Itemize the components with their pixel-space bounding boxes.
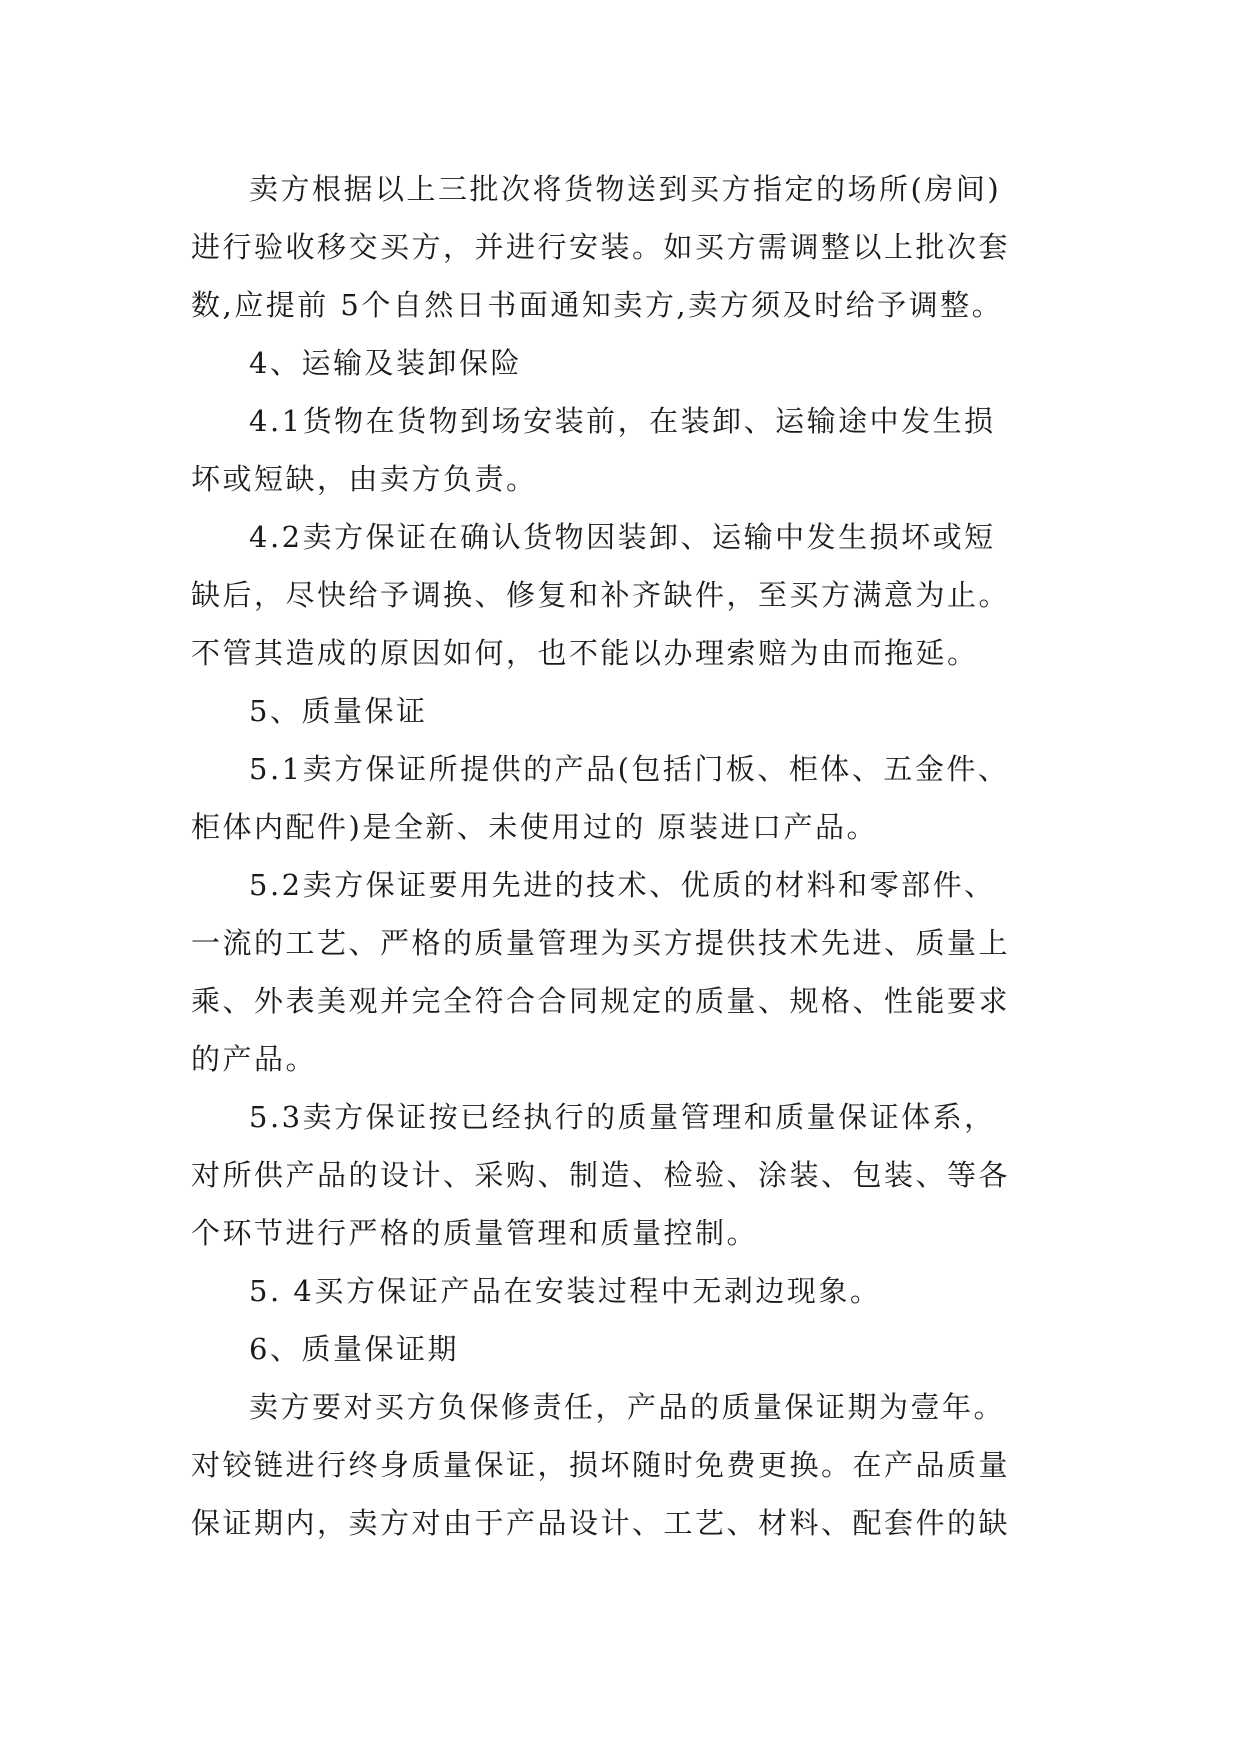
paragraph-line: 数,应提前 5个自然日书面通知卖方,卖方须及时给予调整。 — [191, 288, 1004, 322]
paragraph-line: 对所供产品的设计、采购、制造、检验、涂装、包装、等各 — [191, 1158, 1011, 1192]
paragraph-line: 的产品。 — [191, 1042, 318, 1076]
section-heading: 6、质量保证期 — [249, 1332, 459, 1366]
paragraph-line: 对铰链进行终身质量保证，损坏随时免费更换。在产品质量 — [191, 1448, 1011, 1482]
paragraph-line: 保证期内，卖方对由于产品设计、工艺、材料、配套件的缺 — [191, 1506, 1011, 1540]
section-heading: 4、运输及装卸保险 — [249, 346, 522, 380]
paragraph-line: 柜体内配件)是全新、未使用过的 原装进口产品。 — [191, 810, 879, 844]
document-body — [191, 160, 1071, 1552]
paragraph-line: 5. 4买方保证产品在安装过程中无剥边现象。 — [249, 1274, 882, 1308]
paragraph-line: 缺后，尽快给予调换、修复和补齐缺件，至买方满意为止。 — [191, 578, 1011, 612]
paragraph-line: 一流的工艺、严格的质量管理为买方提供技术先进、质量上 — [191, 926, 1011, 960]
paragraph-line: 5.2卖方保证要用先进的技术、优质的材料和零部件、 — [249, 868, 996, 902]
paragraph-line: 5.3卖方保证按已经执行的质量管理和质量保证体系， — [249, 1100, 996, 1134]
paragraph-line: 5.1卖方保证所提供的产品(包括门板、柜体、五金件、 — [249, 752, 1010, 786]
paragraph-line: 个环节进行严格的质量管理和质量控制。 — [191, 1216, 759, 1250]
paragraph-line: 进行验收移交买方，并进行安装。如买方需调整以上批次套 — [191, 230, 1011, 264]
paragraph-line: 坏或短缺，由卖方负责。 — [191, 462, 538, 496]
paragraph-line: 乘、外表美观并完全符合合同规定的质量、规格、性能要求 — [191, 984, 1011, 1018]
paragraph-line: 4.2卖方保证在确认货物因装卸、运输中发生损坏或短 — [249, 520, 996, 554]
paragraph-line: 4.1货物在货物到场安装前，在装卸、运输途中发生损 — [249, 404, 996, 438]
paragraph-line: 不管其造成的原因如何，也不能以办理索赔为由而拖延。 — [191, 636, 979, 670]
paragraph-line: 卖方根据以上三批次将货物送到买方指定的场所(房间) — [249, 172, 1002, 206]
paragraph-line: 卖方要对买方负保修责任，产品的质量保证期为壹年。 — [249, 1390, 1006, 1424]
section-heading: 5、质量保证 — [249, 694, 428, 728]
